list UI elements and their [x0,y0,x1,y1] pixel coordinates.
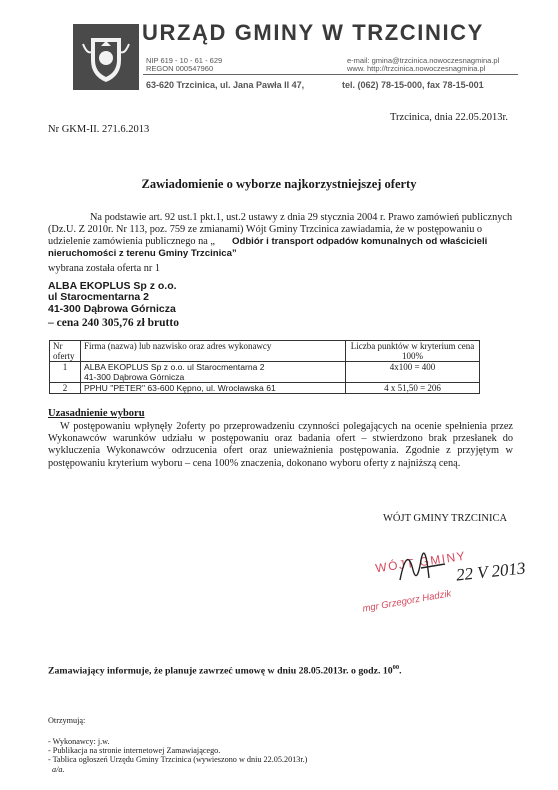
offer-number: 2 [50,383,81,394]
offer-points: 4x100 = 400 [346,362,480,383]
document-heading: Zawiadomienie o wyborze najkorzystniejszej oferty [141,177,417,191]
header-divider [143,74,518,75]
justification-heading: Uzasadnienie wyboru [48,408,145,419]
selected-offer-line: wybrana została oferta nr 1 [48,263,161,274]
table-row [50,362,480,383]
table-row [50,383,480,394]
table-header-row [50,341,480,362]
notice-tail: . [399,665,402,677]
offer-firm [81,362,346,383]
handwritten-date: 22 V 2013 [455,558,527,585]
place-and-date: Trzcinica, dnia 22.05.2013r. [390,112,509,123]
municipality-crest-logo [73,24,139,90]
intro-line-3: udzielenie zamówienia publicznego na „ [48,236,215,247]
stamp-name: mgr Grzegorz Hadzik [361,588,453,615]
offer-firm [81,383,346,394]
regon-number: REGON 000547960 [146,64,214,73]
col-offer-number: Nr oferty [50,341,81,362]
crest-icon [73,24,139,90]
office-phones: tel. (062) 78-15-000, fax 78-15-001 [342,80,484,90]
offer-firm-line: 41-300 Dąbrowa Górnicza [84,372,185,382]
winner-city: 41-300 Dąbrowa Górnicza [48,303,176,315]
notice-text: Zamawiający informuje, że planuje zawrzeć umowę w dniu 28.05.2013r. o godz. 10 [48,665,393,677]
offer-number: 1 [50,362,81,383]
official-stamp: WÓJT GMINY [374,548,467,576]
recipient-item: - Tablica ogłoszeń Urzędu Gminy Trzcinica (wywieszono w dniu 22.05.2013r.) [48,755,308,764]
col-points: Liczba punktów w kryterium cena 100% [346,341,480,362]
office-address: 63-620 Trzcinica, ul. Jana Pawła II 47, [146,80,305,90]
offer-points: 4 x 51,50 = 206 [346,383,480,394]
offer-firm-line: PPHU "PETER" 63-600 Kępno, ul. Wrocławska 61 [84,383,276,393]
intro-line-2: (Dz.U. Z 2010r. Nr 113, poz. 759 ze zmianami) Wójt Gminy Trzcinica zawiadamia, że w postępowaniu o [48,224,483,235]
contract-date-notice [48,664,402,676]
recipients-label: Otrzymują: [48,716,86,725]
signatory-title: WÓJT GMINY TRZCINICA [383,513,508,524]
recipient-item: - Wykonawcy: j.w. [48,737,110,746]
website-address: www. http://trzcinica.nowoczesnagmina.pl [347,64,486,73]
contract-subject: Odbiór i transport odpadów komunalnych od właścicieli [232,236,488,247]
justification-text [48,421,513,470]
intro-line-1: Na podstawie art. 92 ust.1 pkt.1, ust.2 ustawy z dnia 29 stycznia 2004 r. Prawo zamówień publicznych [90,212,513,223]
justification-body: W postępowaniu wpłynęły 2oferty po przeprowadzeniu czynności polegających na ocenie spełnienia przez Wykonawców warunków udziału w postępowaniu oraz badania ofert – stwierdzono brak przesłanek do wykluczenia Wykonawców odrzucenia ofert oraz unieważnienia postępowania. Zgodnie z przyjętym w postępowaniu kryterium wyboru – cena 100% znaczenia, dokonano wyboru oferty z najniższą ceną. [48,421,513,469]
offer-firm-line: ALBA EKOPLUS Sp z o.o. ul Starocmentarna 2 [84,362,265,372]
file-copy-note: a/a. [52,765,65,774]
recipient-item: - Publikacja na stronie internetowej Zamawiającego. [48,746,221,755]
winner-name: ALBA EKOPLUS Sp z o.o. [48,280,177,292]
col-firm: Firma (nazwa) lub nazwisko oraz adres wykonawcy [81,341,346,362]
reference-number: Nr GKM-II. 271.6.2013 [48,124,150,135]
offers-table [49,340,480,394]
contract-subject-cont: nieruchomości z terenu Gminy Trzcinica” [48,248,237,259]
nip-number: NIP 619 - 10 - 61 - 629 [146,56,223,65]
email-address: e-mail: gmina@trzcinica.nowoczesnagmina.pl [347,56,500,65]
office-name-title: URZĄD GMINY W TRZCINICY [142,20,484,45]
handwritten-signature-icon [395,540,455,590]
notice-superscript: 00 [392,664,400,671]
winner-street: ul Starocmentarna 2 [48,291,149,303]
winner-price: – cena 240 305,76 zł brutto [48,317,179,329]
